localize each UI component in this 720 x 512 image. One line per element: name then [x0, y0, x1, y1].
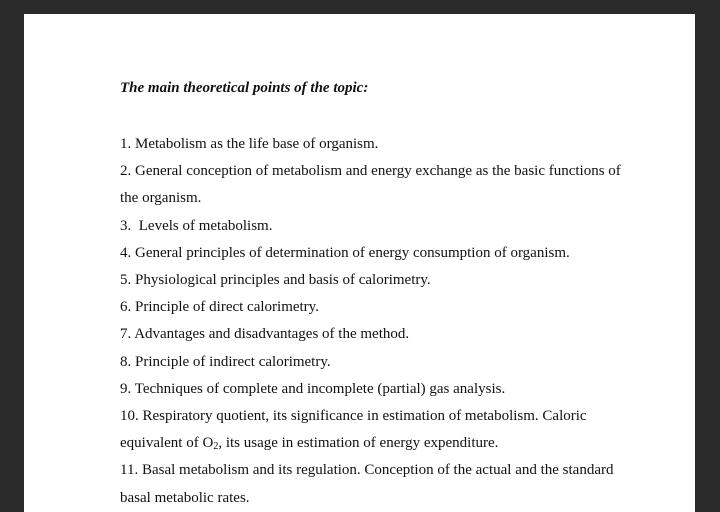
item-text: Respiratory quotient, its significance in estimation of metabolism. Caloric: [142, 408, 587, 425]
list-item-continuation: [120, 430, 680, 457]
page-content: [120, 77, 680, 512]
item-number: 10.: [120, 408, 139, 425]
list-item: [120, 321, 680, 348]
item-number: 11.: [120, 462, 139, 479]
item-text: , its usage in estimation of energy expenditure.: [218, 435, 499, 452]
item-text: General principles of determination of energy consumption of organism.: [135, 244, 570, 261]
item-number: 4.: [120, 244, 132, 261]
list-item: [120, 213, 680, 240]
item-number: 3.: [120, 217, 132, 234]
list-item: [120, 131, 680, 158]
item-number: 2.: [120, 163, 132, 180]
list-item: [120, 240, 680, 267]
section-heading: The main theoretical points of the topic:: [120, 80, 369, 96]
item-text: Basal metabolism and its regulation. Conception of the actual and the standard: [141, 462, 614, 479]
item-text: Principle of direct calorimetry.: [135, 299, 319, 316]
item-text: General conception of metabolism and energy exchange as the basic functions of: [135, 163, 621, 180]
item-number: 1.: [120, 136, 132, 152]
subscript: 2: [213, 441, 219, 453]
item-text: Metabolism as the life base of organism.: [135, 136, 379, 152]
item-text: Principle of indirect calorimetry.: [135, 353, 331, 370]
item-text: Techniques of complete and incomplete (partial) gas analysis.: [134, 380, 506, 397]
item-number: 9.: [120, 380, 132, 397]
item-number: 8.: [120, 353, 132, 370]
item-text: Physiological principles and basis of calorimetry.: [135, 272, 431, 289]
list-item-continuation: [120, 185, 680, 212]
item-number: 6.: [120, 299, 132, 316]
item-text: the organism.: [120, 190, 202, 207]
topic-list: [120, 131, 680, 512]
list-item-continuation: [120, 485, 680, 512]
item-text: basal metabolic rates.: [120, 489, 250, 506]
list-item: [120, 267, 680, 294]
item-number: 5.: [120, 272, 132, 289]
list-item: [120, 376, 680, 403]
list-item: [120, 457, 680, 484]
list-item: [120, 158, 680, 185]
list-item: [120, 349, 680, 376]
list-item: [120, 294, 680, 321]
item-text: Levels of metabolism.: [138, 217, 273, 234]
list-item: [120, 403, 680, 430]
item-text: equivalent of O: [120, 435, 214, 452]
item-text: Advantages and disadvantages of the method.: [134, 326, 410, 343]
document-page: [24, 14, 695, 512]
item-number: 7.: [120, 326, 132, 343]
